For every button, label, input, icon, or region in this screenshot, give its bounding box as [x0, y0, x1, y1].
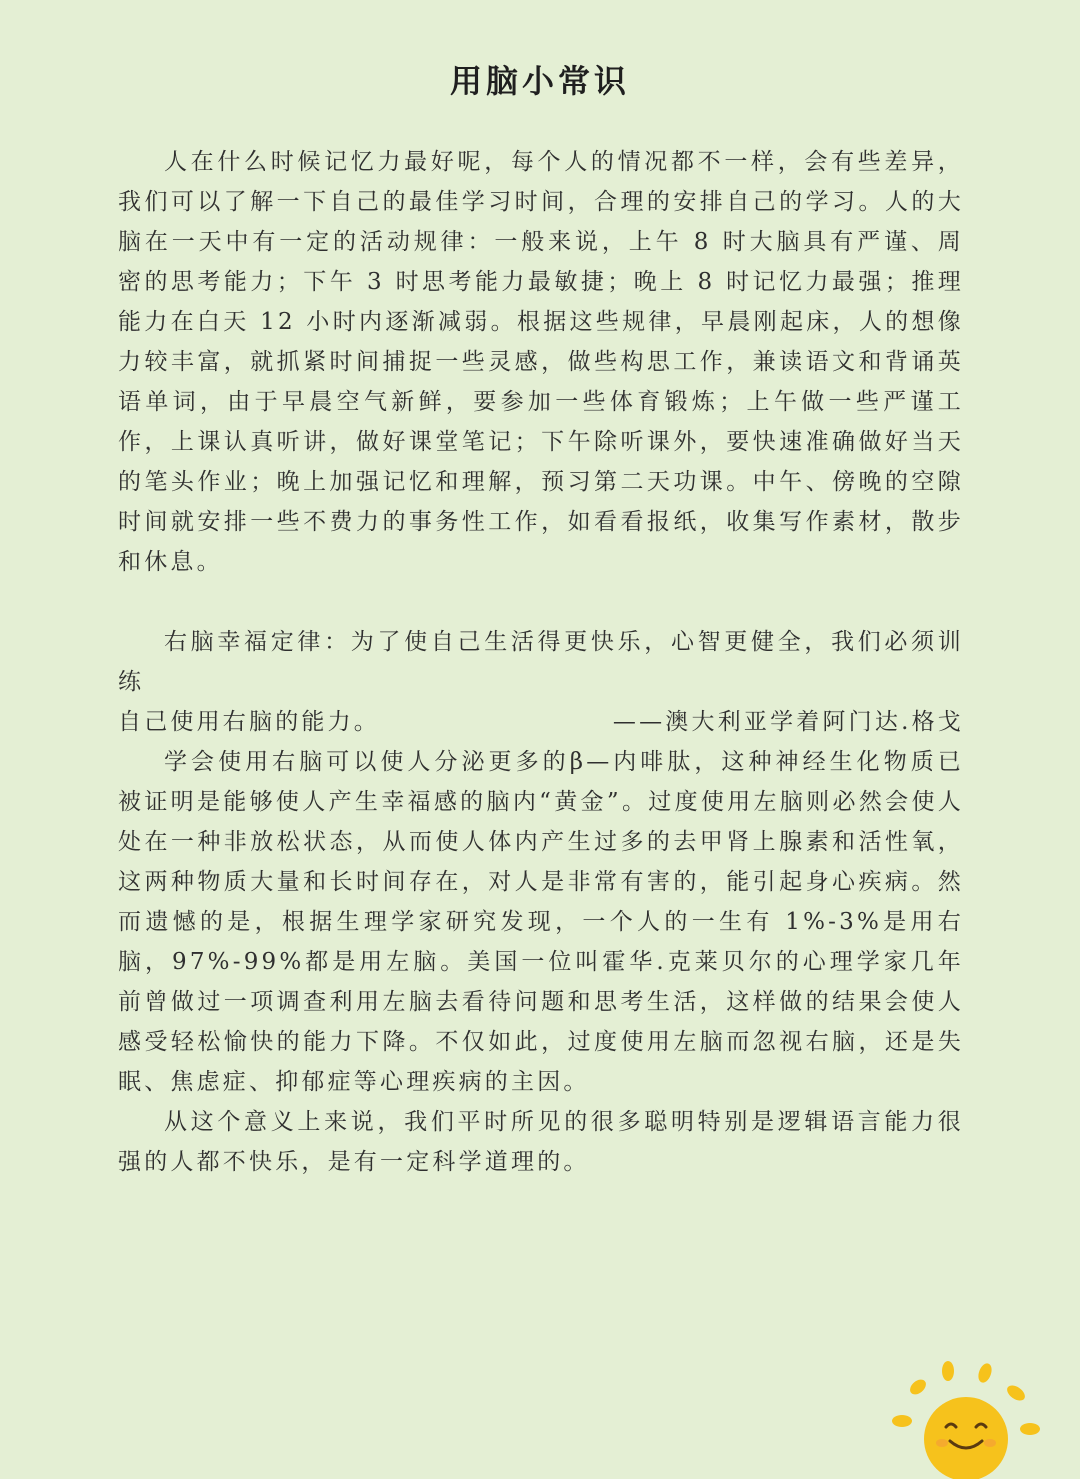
law-continuation-line: [118, 702, 964, 742]
article-body: [118, 142, 964, 1182]
sun-icon: [890, 1359, 1040, 1479]
paragraph-endorphin: 学会使用右脑可以使人分泌更多的β—内啡肽，这种神经生化物质已被证明是能够使人产生幸福感的脑内“黄金”。过度使用左脑则必然会使人处在一种非放松状态，从而使人体内产生过多的去甲肾上腺素和活性氧，这两种物质大量和长时间存在，对人是非常有害的，能引起身心疾病。然而遗憾的是，根据生理学家研究发现，一个人的一生有 1%-3%是用右脑，97%-99%都是用左脑。美国一位叫霍华.克莱贝尔的心理学家几年前曾做过一项调查利用左脑去看待问题和思考生活，这样做的结果会使人感受轻松愉快的能力下降。不仅如此，过度使用左脑而忽视右脑，还是失眠、焦虑症、抑郁症等心理疾病的主因。: [118, 749, 964, 1095]
page-title: 用脑小常识: [449, 62, 630, 100]
paragraph-memory-timing: 人在什么时候记忆力最好呢，每个人的情况都不一样，会有些差异，我们可以了解一下自己的最佳学习时间，合理的安排自己的学习。人的大脑在一天中有一定的活动规律：一般来说，上午 8 时大脑具有严谨、周密的思考能力；下午 3 时思考能力最敏捷；晚上 8 时记忆力最强；推理能力在白天 12 小时内逐渐减弱。根据这些规律，早晨刚起床，人的想像力较丰富，就抓紧时间捕捉一些灵感，做些构思工作，兼读语文和背诵英语单词，由于早晨空气新鲜，要参加一些体育锻炼；上午做一些严谨工作，上课认真听讲，做好课堂笔记；下午除听课外，要快速准确做好当天的笔头作业；晚上加强记忆和理解，预习第二天功课。中午、傍晚的空隙时间就安排一些不费力的事务性工作，如看看报纸，收集写作素材，散步和休息。: [118, 149, 964, 575]
law-continuation: 自己使用右脑的能力。: [118, 709, 380, 735]
paragraph-gap: [118, 582, 964, 622]
law-attribution: ——澳大利亚学着阿门达.格戈: [612, 709, 964, 735]
paragraph-conclusion: 从这个意义上来说，我们平时所见的很多聪明特别是逻辑语言能力很强的人都不快乐，是有一定科学道理的。: [118, 1109, 964, 1175]
paragraph-right-brain-law: 右脑幸福定律：为了使自己生活得更快乐，心智更健全，我们必须训练: [118, 629, 964, 695]
